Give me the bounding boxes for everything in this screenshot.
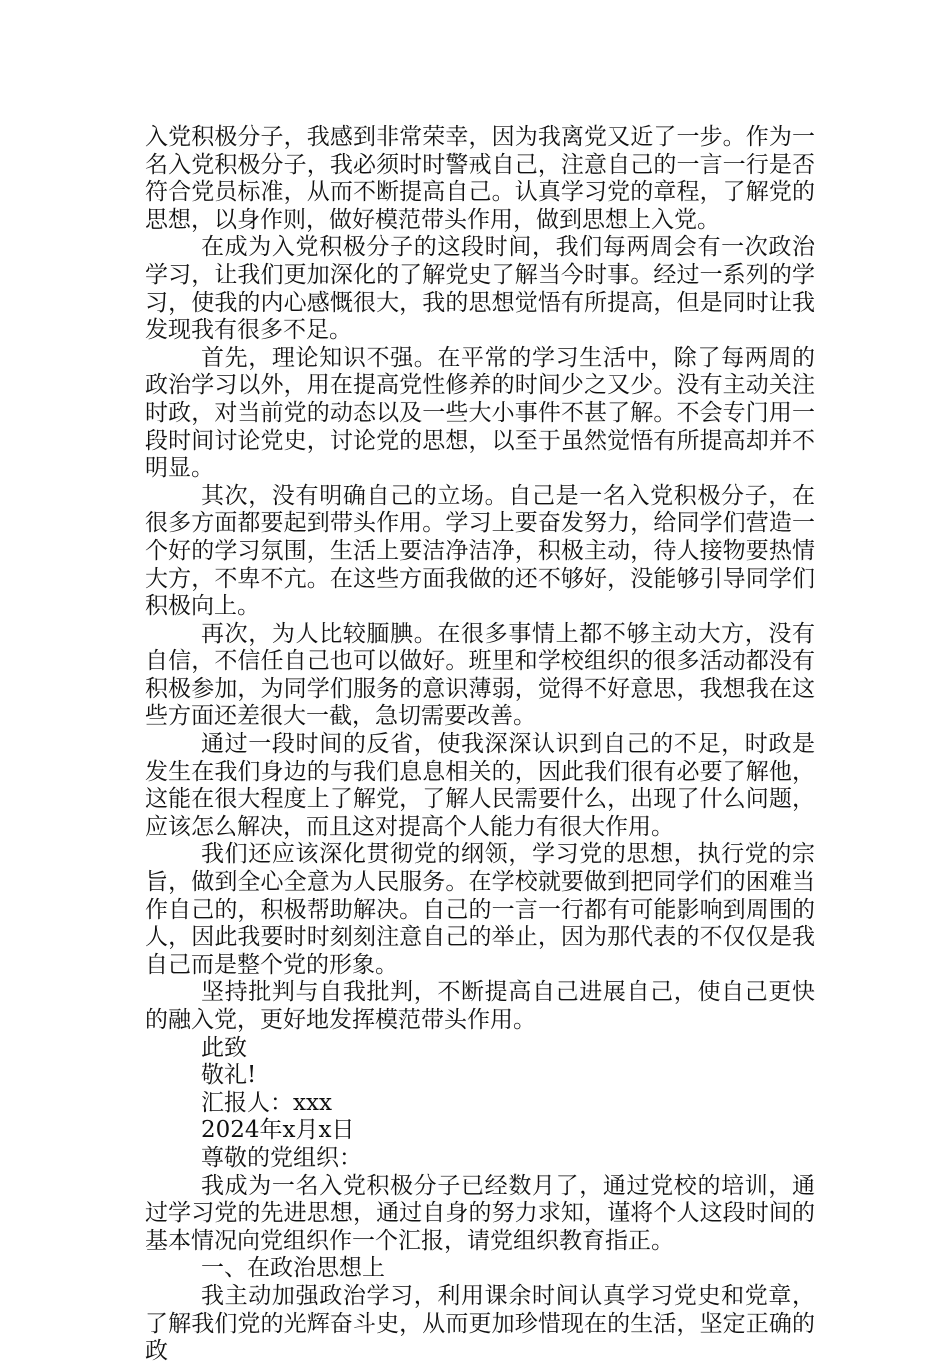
document-page (145, 124, 815, 1366)
paragraph-2: 在成为入党积极分子的这段时间，我们每两周会有一次政治学习，让我们更加深化的了解党史了解当今时事。经过一系列的学习，使我的内心感慨很大，我的思想觉悟有所提高，但是同时让我发现我有很多不足。 (145, 234, 815, 344)
paragraph-intro: 我成为一名入党积极分子已经数月了，通过党校的培训，通过学习党的先进思想，通过自身的努力求知，谨将个人这段时间的基本情况向党组织作一个汇报，请党组织教育指正。 (145, 1172, 815, 1254)
paragraph-1: 入党积极分子，我感到非常荣幸，因为我离党又近了一步。作为一名入党积极分子，我必须时时警戒自己，注意自己的一言一行是否符合党员标准，从而不断提高自己。认真学习党的章程，了解党的思想，以身作则，做好模范带头作用，做到思想上入党。 (145, 124, 815, 233)
reporter-line: 汇报人：xxx (201, 1089, 332, 1116)
greeting-line: 尊敬的党组织： (201, 1144, 362, 1171)
paragraph-8: 坚持批判与自我批判，不断提高自己进展自己，使自己更快的融入党，更好地发挥模范带头作用。 (145, 979, 815, 1033)
paragraph-section-body: 我主动加强政治学习，利用课余时间认真学习党史和党章，了解我们党的光辉奋斗史，从而更加珍惜现在的生活，坚定正确的政 (145, 1282, 815, 1365)
section-heading: 一、在政治思想上 (201, 1255, 385, 1282)
paragraph-6: 通过一段时间的反省，使我深深认识到自己的不足，时政是发生在我们身边的与我们息息相关的，因此我们很有必要了解他，这能在很大程度上了解党，了解人民需要什么，出现了什么问题，应该怎么解决，而且这对提高个人能力有很大作用。 (145, 731, 815, 840)
paragraph-4: 其次，没有明确自己的立场。自己是一名入党积极分子，在很多方面都要起到带头作用。学习上要奋发努力，给同学们营造一个好的学习氛围，生活上要洁净洁净，积极主动，待人接物要热情大方，不卑不亢。在这些方面我做的还不够好，没能够引导同学们积极向上。 (145, 482, 815, 620)
paragraph-3: 首先，理论知识不强。在平常的学习生活中，除了每两周的政治学习以外，用在提高党性修养的时间少之又少。没有主动关注时政，对当前党的动态以及一些大小事件不甚了解。不会专门用一段时间讨论党史，讨论党的思想，以至于虽然觉悟有所提高却并不明显。 (145, 344, 815, 482)
closing-regards: 敬礼! (201, 1062, 257, 1089)
date-line: 2024年x月x日 (201, 1117, 355, 1144)
closing-salutation: 此致 (201, 1034, 247, 1061)
paragraph-7: 我们还应该深化贯彻党的纲领，学习党的思想，执行党的宗旨，做到全心全意为人民服务。在学校就要做到把同学们的困难当作自己的，积极帮助解决。自己的一言一行都有可能影响到周围的人，因此我要时时刻刻注意自己的举止，因为那代表的不仅仅是我自己而是整个党的形象。 (145, 841, 815, 978)
paragraph-5: 再次，为人比较腼腆。在很多事情上都不够主动大方，没有自信，不信任自己也可以做好。班里和学校组织的很多活动都没有积极参加，为同学们服务的意识薄弱，觉得不好意思，我想我在这些方面还差很大一截，急切需要改善。 (145, 620, 815, 730)
